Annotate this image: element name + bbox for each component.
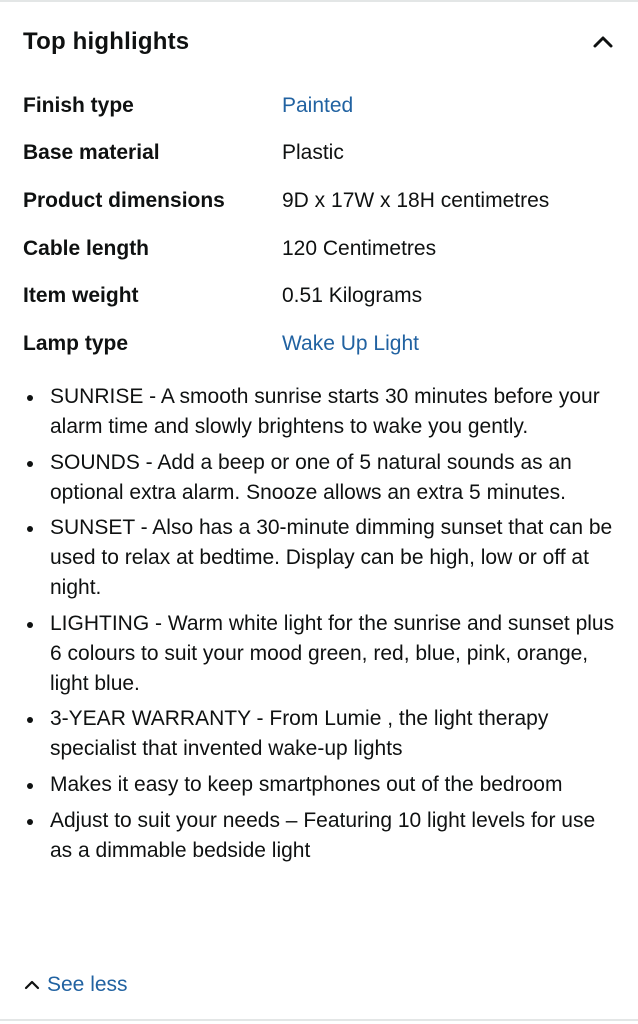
feature-bullet [23,448,623,508]
feature-bullet-list [23,382,623,871]
feature-bullet [23,513,623,603]
bullet-dot-icon [27,783,33,789]
spec-label: Base material [23,141,160,165]
feature-bullet-text: LIGHTING - Warm white light for the sunrise and sunset plus 6 colours to suit your mood green, red, blue, pink, orange, light blue. [50,611,615,695]
feature-bullet [23,382,623,442]
bullet-dot-icon [27,395,33,401]
feature-bullet-text: Adjust to suit your needs – Featuring 10 light levels for use as a dimmable bedside light [50,808,596,862]
spec-row-finish-type [23,82,623,130]
spec-value-link[interactable]: Painted [282,93,354,117]
see-less-link[interactable] [23,968,128,1002]
spec-label: Product dimensions [23,188,225,212]
section-title: Top highlights [23,28,190,55]
bullet-dot-icon [27,526,33,532]
feature-bullet-text: 3-YEAR WARRANTY - From Lumie , the light therapy specialist that invented wake-up lights [50,707,549,761]
section-header [23,24,623,60]
feature-bullet [23,770,623,800]
spec-label: Cable length [23,236,150,260]
spec-label: Item weight [23,284,139,308]
spec-row-product-dimensions [23,177,623,225]
feature-bullet [23,704,623,764]
chevron-up-icon [589,28,617,56]
spec-value: 9D x 17W x 18H centimetres [282,188,550,212]
feature-bullet-text: Makes it easy to keep smartphones out of the bedroom [50,772,563,796]
specs-table [23,82,623,368]
feature-bullet [23,806,623,866]
feature-bullet-text: SOUNDS - Add a beep or one of 5 natural sounds as an optional extra alarm. Snooze allows an extra 5 minutes. [50,450,572,504]
collapse-button[interactable] [589,28,617,56]
spec-row-base-material [23,130,623,178]
spec-row-lamp-type [23,320,623,368]
feature-bullet-text: SUNSET - Also has a 30-minute dimming sunset that can be used to relax at bedtime. Display can be high, low or off at night. [50,516,613,600]
bottom-divider [0,1019,638,1021]
spec-value: 120 Centimetres [282,236,437,260]
spec-value-link[interactable]: Wake Up Light [282,331,419,355]
spec-label: Finish type [23,93,134,117]
bullet-dot-icon [27,717,33,723]
spec-value: 0.51 Kilograms [282,284,423,308]
top-divider [0,0,638,2]
see-less-label: See less [47,973,128,996]
spec-value: Plastic [282,141,344,165]
bullet-dot-icon [27,622,33,628]
spec-row-cable-length [23,225,623,273]
feature-bullet-text: SUNRISE - A smooth sunrise starts 30 minutes before your alarm time and slowly brightens to wake you gently. [50,385,600,438]
spec-label: Lamp type [23,331,129,355]
bullet-dot-icon [27,461,33,467]
bullet-dot-icon [27,819,33,825]
chevron-up-icon [23,976,41,994]
feature-bullet [23,609,623,699]
spec-row-item-weight [23,272,623,320]
